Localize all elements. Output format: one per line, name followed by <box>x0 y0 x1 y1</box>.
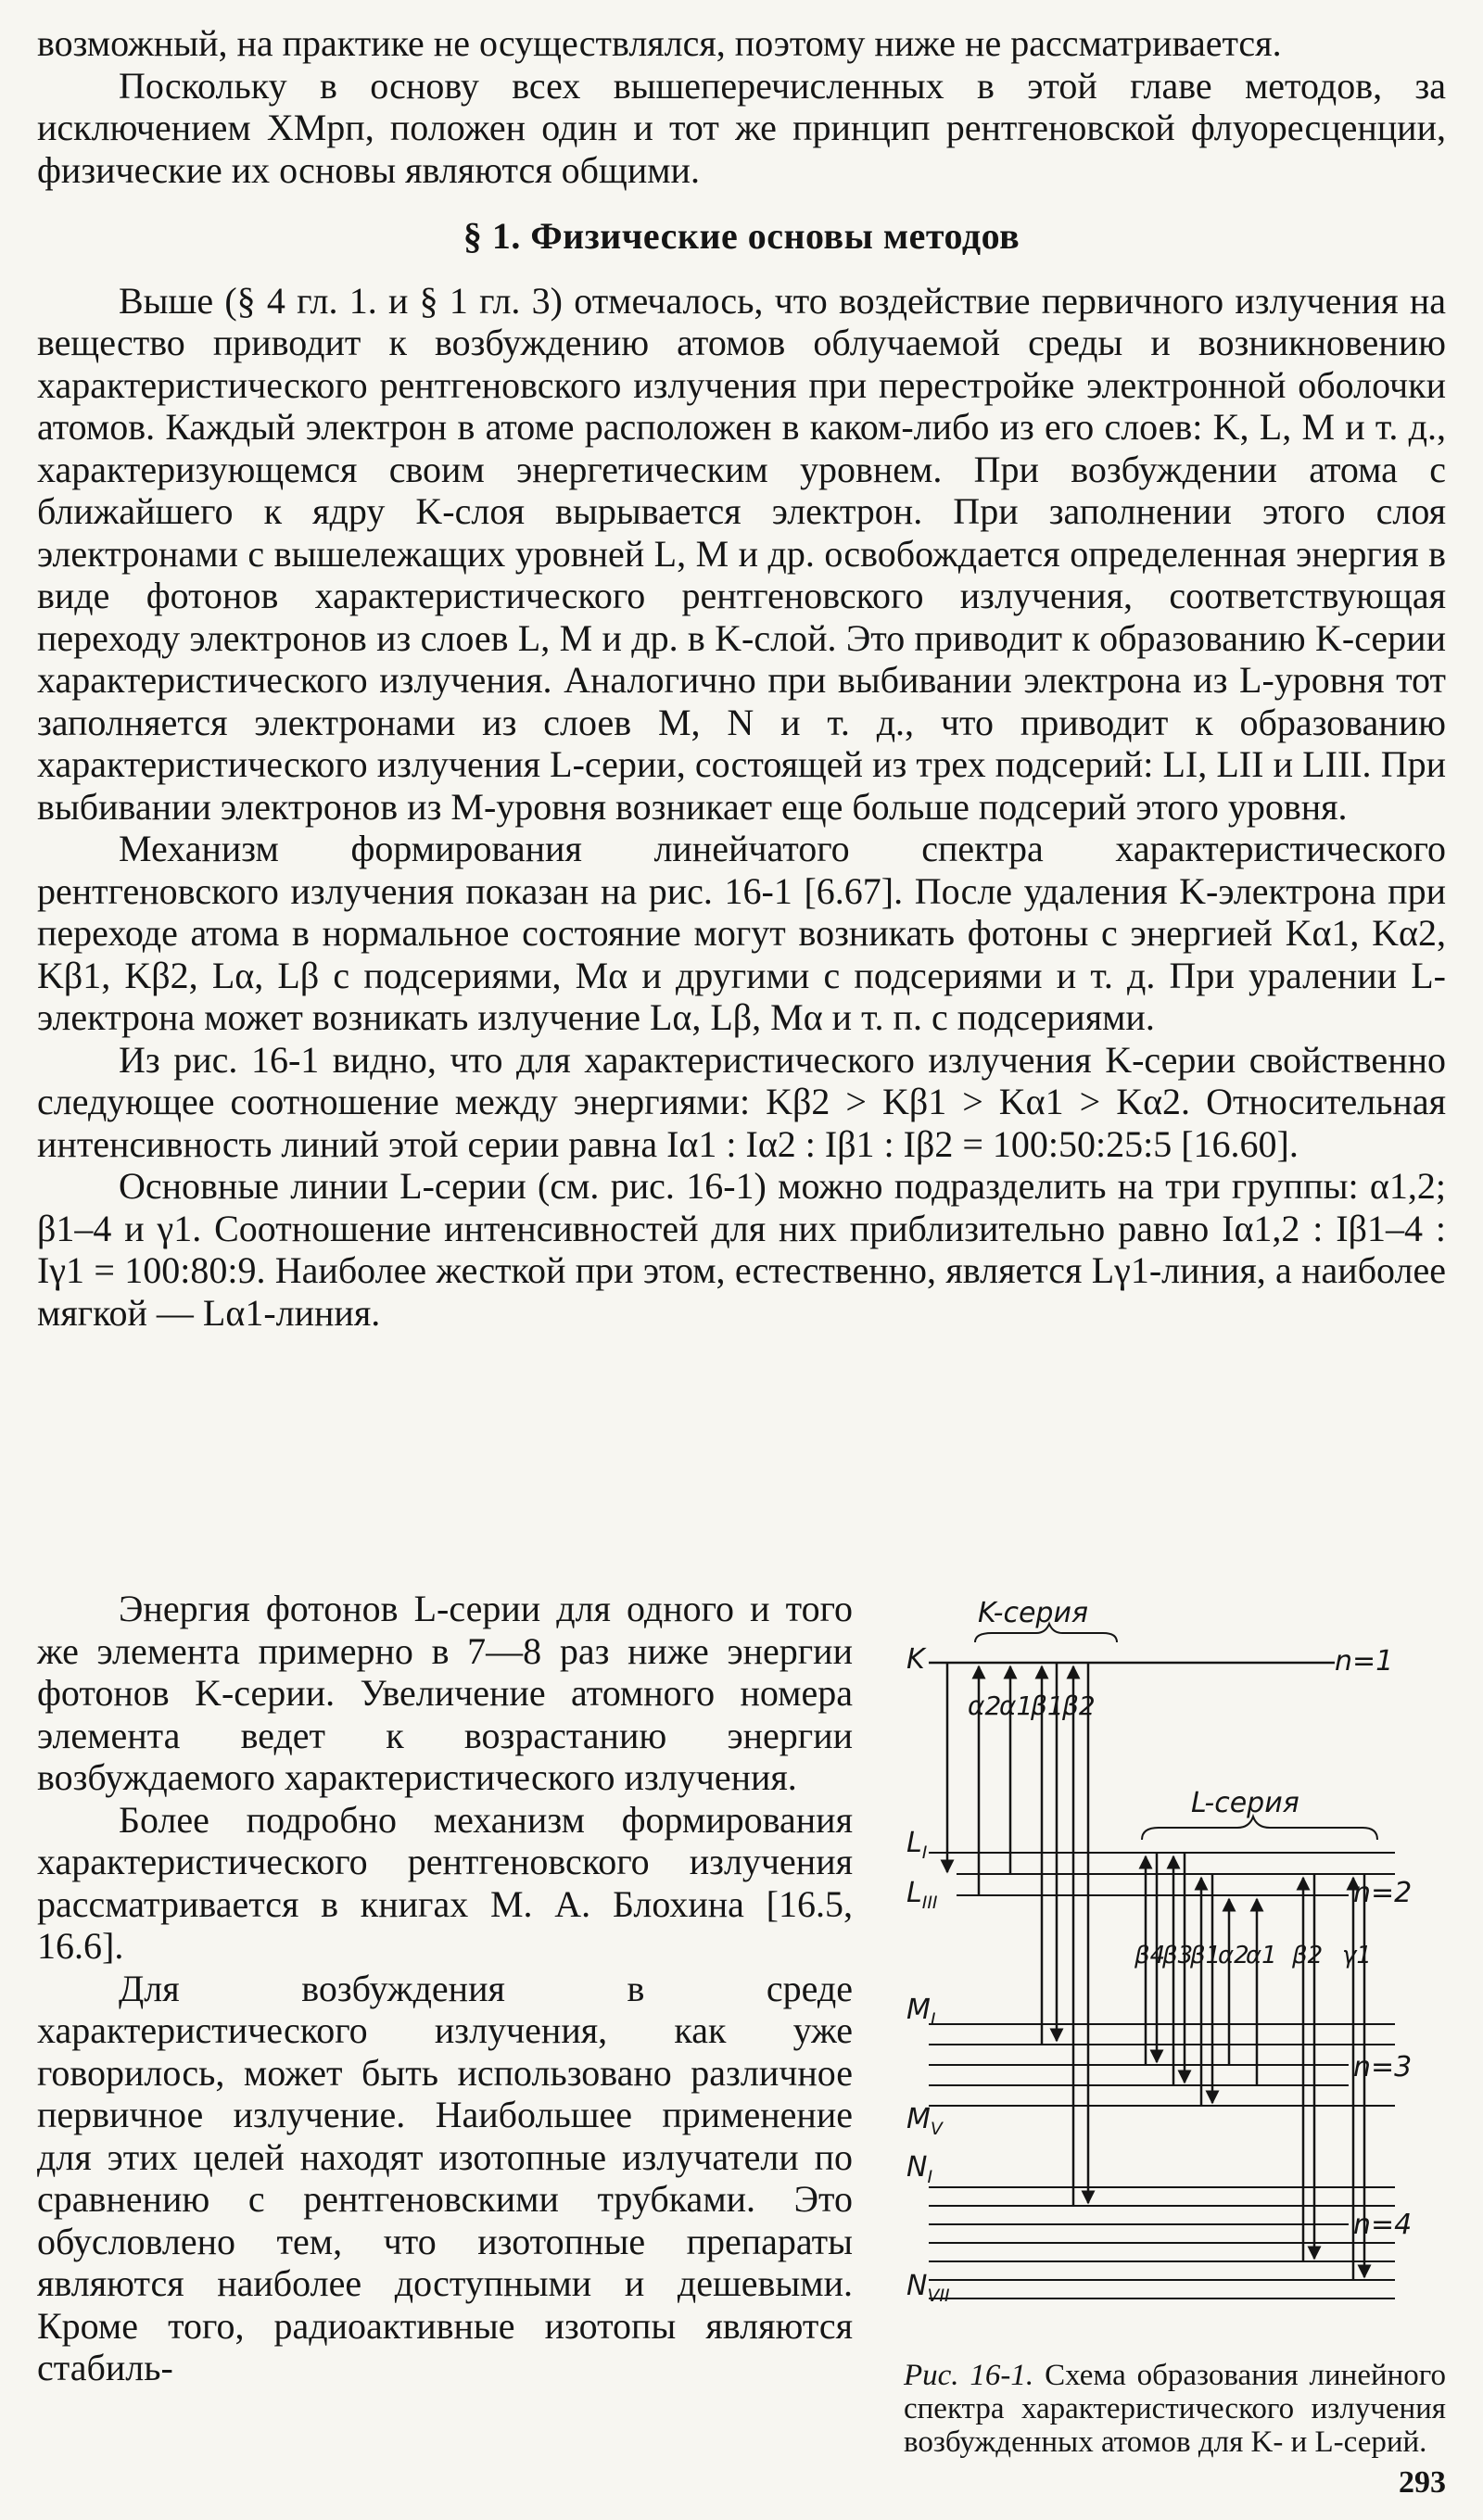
l-line-labels <box>1134 1942 1372 1969</box>
energy-level-diagram <box>890 1585 1446 2354</box>
caption-text: Схема образования линейного спектра характеристического излучения возбужденных атомов для K- и L-серий. <box>904 2359 1447 2459</box>
l-transitions <box>1146 1856 1353 2280</box>
l-line-beta2: β2 <box>1292 1942 1324 1969</box>
k-drop-arrows <box>947 1663 1088 2203</box>
page-number: 293 <box>1399 2465 1446 2500</box>
main-text <box>37 22 1446 1334</box>
paragraph: Поскольку в основу всех вышеперечисленных в этой главе методов, за исключением ХМрп, положен один и тот же принцип рентгеновской флуоресценции, физические их основы являются общими. <box>37 64 1446 191</box>
k-line-beta1: β1 <box>1031 1691 1064 1721</box>
l-line-beta4: β4 <box>1134 1942 1166 1969</box>
level-label-m1: $M_I$ <box>906 1994 936 2030</box>
level-label-n7: $N_{VII}$ <box>906 2270 950 2306</box>
paragraph: Из рис. 16-1 видно, что для характеристического излучения K-серии свойственно следующее соотношение между энергиями: Kβ2 > Kβ1 > Kα1 > Kα2. Относительная интенсивность линий этой серии равна Iα1 : Iα2 : Iβ1 : Iβ2 = 100:50:25:5 [16.60]. <box>37 1038 1446 1165</box>
k-line-alpha1: α1 <box>999 1691 1033 1721</box>
level-label-l1: $L_I$ <box>906 1827 928 1863</box>
paragraph: возможный, на практике не осуществлялся, поэтому ниже не рассматривается. <box>37 22 1282 64</box>
k-line-beta2: β2 <box>1062 1691 1096 1721</box>
shell-label-n3: n=3 <box>1353 2051 1413 2083</box>
shell-label-n1: n=1 <box>1335 1645 1394 1678</box>
l-line-alpha2: α2 <box>1218 1942 1249 1969</box>
level-label-l3: $L_{III}$ <box>906 1877 938 1913</box>
levels-n4 <box>929 2187 1395 2298</box>
figure-caption <box>904 2359 1446 2459</box>
section-title: § 1. Физические основы методов <box>463 215 1020 257</box>
paragraph: Выше (§ 4 гл. 1. и § 1 гл. 3) отмечалось, что воздействие первичного излучения на вещество приводит к возбуждению атомов облучаемой среды и возникновению характеристического рентгеновского излучения при перестройке электронной оболочки атомов. Каждый электрон в атоме расположен в каком-либо из его слоев: K, L, M и т. д., характеризующемся своим энергетическим уровнем. При возбуждении атома с ближайшего к ядру K-слоя вырывается электрон. При заполнении этого слоя электронами с вышележащих уровней L, M и др. освобождается определенная энергия в виде фотонов характеристического рентгеновского излучения, соответствующая переходу электронов из слоев L, M и др. в K-слой. Это приводит к образованию K-серии характеристического излучения. Аналогично при выбивании электрона из L-уровня тот заполняется электронами из слоев M, N и т. д., что приводит к образованию характеристического излучения L-серии, состоящей из трех подсерий: LI, LII и LIII. При выбивании электронов из M-уровня возникает еще больше подсерий этого уровня. <box>37 279 1446 828</box>
level-label-k: K <box>906 1643 925 1676</box>
left-column-text <box>37 1588 853 2389</box>
l-series-label: L-серия <box>1191 1787 1299 1819</box>
paragraph: Механизм формирования линейчатого спектра характеристического рентгеновского излучения показан на рис. 16-1 [6.67]. После удаления K-электрона при переходе атома в нормальное состояние могут возникать фотоны с энергией Kα1, Kα2, Kβ1, Kβ2, Lα, Lβ с подсериями, Mα и другими с подсериями и т. д. При уралении L-электрона может возникать излучение Lα, Lβ, Mα и т. п. с подсериями. <box>37 828 1446 1038</box>
level-label-m5: $M_V$ <box>906 2103 943 2139</box>
levels-n3 <box>929 2024 1395 2106</box>
caption-label: Рис. 16-1. <box>904 2359 1034 2392</box>
paragraph: Основные линии L-серии (см. рис. 16-1) можно подразделить на три группы: α1,2; β1–4 и γ1. Соотношение интенсивностей для них приблизительно равно Iα1,2 : Iβ1–4 : Iγ1 = 100:80:9. Наиболее жесткой при этом, естественно, является Lγ1-линия, а наиболее мягкой — Lα1-линия. <box>37 1165 1446 1334</box>
l-line-beta1: β1 <box>1190 1942 1222 1969</box>
l-line-alpha1: α1 <box>1246 1942 1277 1969</box>
k-line-alpha2: α2 <box>968 1691 1002 1721</box>
paragraph: Энергия фотонов L-серии для одного и того же элемента примерно в 7—8 раз ниже энергии фотонов K-серии. Увеличение атомного номера элемента ведет к возрастанию энергии возбуждаемого характеристического излучения. <box>37 1588 853 1798</box>
l-line-gamma1: γ1 <box>1342 1942 1372 1969</box>
shell-label-n4: n=4 <box>1353 2209 1413 2241</box>
l-line-beta3: β3 <box>1162 1942 1194 1969</box>
level-label-n1: $N_I$ <box>906 2151 933 2187</box>
paragraph: Для возбуждения в среде характеристического излучения, как уже говорилось, может быть использовано различное первичное излучение. Наибольшее применение для этих целей находят изотопные излучатели по сравнению с рентгеновскими трубками. Это обусловлено тем, что изотопные препараты являются наиболее доступными и дешевыми. Кроме того, радиоактивные изотопы являются стабиль- <box>37 1967 853 2388</box>
levels-n2 <box>929 1853 1395 1895</box>
k-series-label: K-серия <box>978 1597 1089 1629</box>
k-transitions <box>979 1666 1073 2206</box>
l-series-brace <box>1142 1817 1377 1840</box>
shell-label-n2: n=2 <box>1353 1877 1413 1909</box>
paragraph: Более подробно механизм формирования характеристического рентгеновского излучения рассматривается в книгах М. А. Блохина [16.5, 16.6]. <box>37 1798 853 1967</box>
